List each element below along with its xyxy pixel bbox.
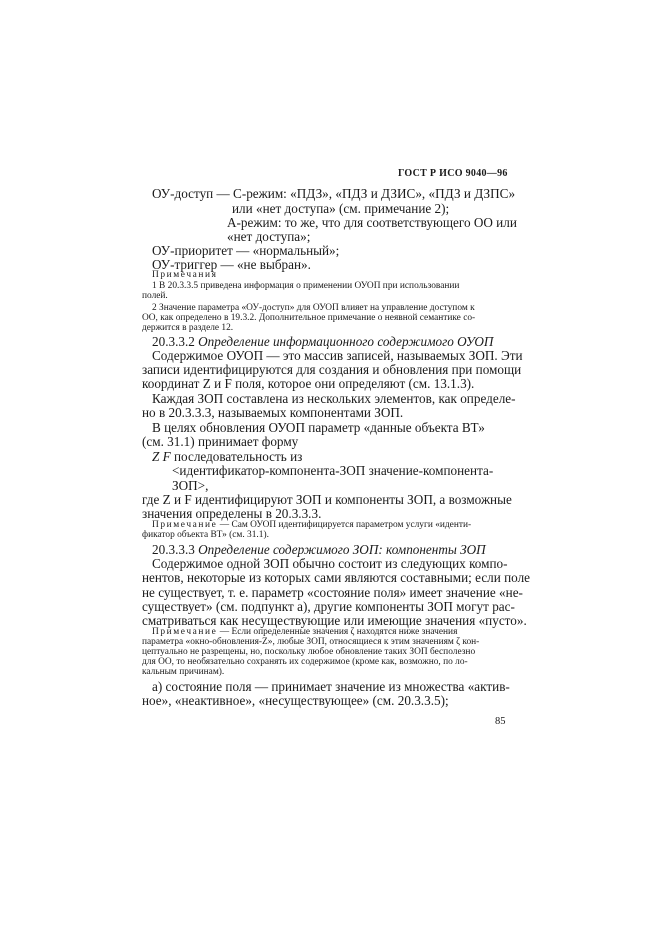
note-1-line-a: 1 В 20.3.3.5 приведена информация о применении ОУОП при использовании xyxy=(152,281,460,291)
paragraph-4-line-a: где Z и F идентифицируют ЗОП и компоненты ЗОП, а возможные xyxy=(142,492,512,507)
section-20-3-3-3-heading xyxy=(152,543,486,556)
formula-variables: Z F xyxy=(152,449,171,464)
list-item-a-line-2: ное», «неактивное», «несуществующее» (см. 20.3.3.5); xyxy=(142,693,449,708)
notes-title: Примечания xyxy=(152,270,218,280)
paragraph-5-line-b: нентов, некоторые из которых сами являются составными; если поле xyxy=(142,570,531,585)
section-title: Определение содержимого ЗОП: компоненты ЗОП xyxy=(198,542,486,557)
section-title: Определение информационного содержимого ОУОП xyxy=(198,334,494,349)
paragraph-5-line-a: Содержимое одной ЗОП обычно состоит из следующих компо- xyxy=(152,556,508,571)
ou-access-line-1: ОУ-доступ — С-режим: «ПДЗ», «ПДЗ и ДЗИС», «ПДЗ и ДЗПС» xyxy=(152,186,516,201)
list-item-a-line-1: а) состояние поля — принимает значение из множества «актив- xyxy=(152,679,510,694)
ou-priority-line: ОУ-приоритет — «нормальный»; xyxy=(152,243,340,258)
ou-access-line-4: «нет доступа»; xyxy=(227,229,311,244)
note-4-line-a xyxy=(152,628,457,637)
ou-access-line-3: А-режим: то же, что для соответствующего ОО или xyxy=(227,215,517,230)
section-20-3-3-2-heading xyxy=(152,335,493,348)
note-3-line-a xyxy=(152,521,471,530)
note-2-line-c: держится в разделе 12. xyxy=(142,323,234,333)
ou-access-line-2: или «нет доступа» (см. примечание 2); xyxy=(232,201,450,216)
note-4-line-d: для ОО, то необязательно сохранять их содержимое (кроме как, возможно, по ло- xyxy=(142,657,468,667)
paragraph-3-line-b: (см. 31.1) принимает форму xyxy=(142,434,299,449)
paragraph-1-line-b: записи идентифицируются для создания и обновления при помощи xyxy=(142,362,522,377)
standard-header: ГОСТ Р ИСО 9040—96 xyxy=(398,168,508,179)
paragraph-1-line-c: координат Z и F поля, которое они определяют (см. 13.1.3). xyxy=(142,376,475,391)
page-number: 85 xyxy=(495,716,506,727)
paragraph-2-line-b: но в 20.3.3.3, называемых компонентами ЗОП. xyxy=(142,405,404,420)
paragraph-5-line-d: существует» (см. подпункт а), другие компоненты ЗОП могут рас- xyxy=(142,599,515,614)
paragraph-5-line-e: сматриваться как несуществующие или имеющие значения «пусто». xyxy=(142,613,527,628)
paragraph-1-line-a: Содержимое ОУОП — это массив записей, называемых ЗОП. Эти xyxy=(152,348,523,363)
note-text: — Если определенные значения ζ находятся ниже значения xyxy=(219,627,458,637)
section-number: 20.3.3.2 xyxy=(152,334,195,349)
ou-trigger-line: ОУ-триггер — «не выбран». xyxy=(152,257,311,272)
section-number: 20.3.3.3 xyxy=(152,542,195,557)
note-label: Примечание xyxy=(152,520,218,530)
formula-line-3: ЗОП>, xyxy=(172,478,209,493)
note-4-line-e: кальным причинам). xyxy=(142,667,225,677)
paragraph-4-line-b: значения определены в 20.3.3.3. xyxy=(142,506,322,521)
note-3-line-b: фикатор объекта ВТ» (см. 31.1). xyxy=(142,530,269,540)
note-text: — Сам ОУОП идентифицируется параметром услуги «иденти- xyxy=(219,520,472,530)
formula-text: последовательность из xyxy=(173,449,303,464)
paragraph-5-line-c: не существует, т. е. параметр «состояние поля» имеет значение «не- xyxy=(142,585,523,600)
paragraph-2-line-a: Каждая ЗОП составлена из нескольких элементов, как определе- xyxy=(152,391,516,406)
formula-line-1 xyxy=(152,450,302,463)
note-1-line-b: полей. xyxy=(142,291,168,301)
note-4-line-b: параметра «окно-обновления-Z», любые ЗОП, относящиеся к этим значениям ζ кон- xyxy=(142,637,480,647)
formula-line-2: <идентификатор-компонента-ЗОП значение-компонента- xyxy=(172,463,494,478)
paragraph-3-line-a: В целях обновления ОУОП параметр «данные объекта ВТ» xyxy=(152,420,485,435)
note-2-line-a: 2 Значение параметра «ОУ-доступ» для ОУОП влияет на управление доступом к xyxy=(152,303,475,313)
note-label: Примечание xyxy=(152,627,218,637)
note-4-line-c: цептуально не разрещены, но, поскольку любое обновление таких ЗОП бесполезно xyxy=(142,647,476,657)
note-2-line-b: ОО, как определено в 19.3.2. Дополнительное примечание о неявной семантике со- xyxy=(142,313,476,323)
